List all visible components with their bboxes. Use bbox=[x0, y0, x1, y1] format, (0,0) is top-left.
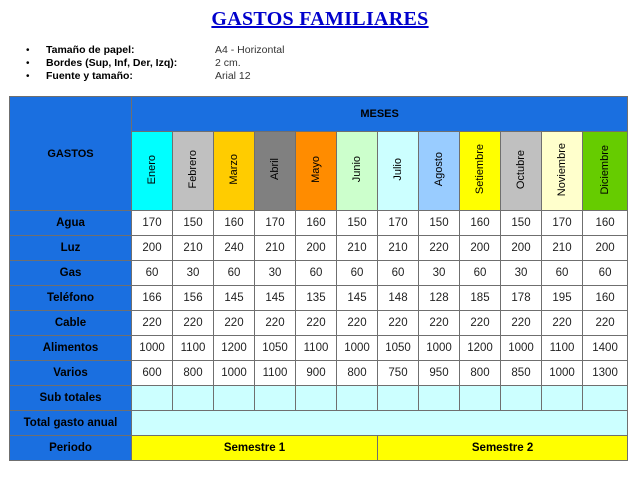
month-label: Julio bbox=[392, 158, 404, 181]
value-cell[interactable]: 150 bbox=[419, 211, 460, 236]
value-cell[interactable]: 1000 bbox=[419, 336, 460, 361]
value-cell[interactable]: 220 bbox=[583, 311, 628, 336]
row-label: Teléfono bbox=[10, 286, 132, 311]
subtotal-cell[interactable] bbox=[460, 386, 501, 411]
value-cell[interactable]: 210 bbox=[173, 236, 214, 261]
value-cell[interactable]: 220 bbox=[460, 311, 501, 336]
subtotal-cell[interactable] bbox=[214, 386, 255, 411]
row-label: Gas bbox=[10, 261, 132, 286]
value-cell[interactable]: 800 bbox=[460, 361, 501, 386]
spec-value: 2 cm. bbox=[215, 57, 241, 69]
value-cell[interactable]: 150 bbox=[337, 211, 378, 236]
value-cell[interactable]: 170 bbox=[255, 211, 296, 236]
month-header-marzo bbox=[214, 132, 255, 211]
value-cell[interactable]: 800 bbox=[173, 361, 214, 386]
value-cell[interactable]: 220 bbox=[501, 311, 542, 336]
row-label: Cable bbox=[10, 311, 132, 336]
value-cell[interactable]: 220 bbox=[214, 311, 255, 336]
row-label: Varios bbox=[10, 361, 132, 386]
value-cell[interactable]: 220 bbox=[173, 311, 214, 336]
subtotal-cell[interactable] bbox=[132, 386, 173, 411]
table-row bbox=[10, 261, 628, 286]
value-cell[interactable]: 1100 bbox=[542, 336, 583, 361]
month-label: Enero bbox=[146, 154, 158, 185]
value-cell[interactable]: 1000 bbox=[542, 361, 583, 386]
value-cell[interactable]: 60 bbox=[460, 261, 501, 286]
month-header-diciembre bbox=[583, 132, 628, 211]
value-cell[interactable]: 210 bbox=[337, 236, 378, 261]
month-header-mayo bbox=[296, 132, 337, 211]
value-cell[interactable]: 1300 bbox=[583, 361, 628, 386]
table-row bbox=[10, 211, 628, 236]
row-label: Luz bbox=[10, 236, 132, 261]
value-cell[interactable]: 1200 bbox=[214, 336, 255, 361]
total-label: Total gasto anual bbox=[10, 411, 132, 436]
month-header-noviembre bbox=[542, 132, 583, 211]
value-cell[interactable]: 240 bbox=[214, 236, 255, 261]
value-cell[interactable]: 60 bbox=[542, 261, 583, 286]
value-cell[interactable]: 148 bbox=[378, 286, 419, 311]
table-row bbox=[10, 336, 628, 361]
spec-value: A4 - Horizontal bbox=[215, 44, 285, 56]
value-cell[interactable]: 185 bbox=[460, 286, 501, 311]
value-cell[interactable]: 150 bbox=[173, 211, 214, 236]
value-cell[interactable]: 30 bbox=[255, 261, 296, 286]
month-label: Febrero bbox=[187, 150, 199, 189]
meses-header-cell: MESES bbox=[132, 97, 628, 132]
value-cell[interactable]: 150 bbox=[501, 211, 542, 236]
value-cell[interactable]: 220 bbox=[296, 311, 337, 336]
value-cell[interactable]: 145 bbox=[214, 286, 255, 311]
subtotal-cell[interactable] bbox=[255, 386, 296, 411]
spec-label: Fuente y tamaño: bbox=[46, 70, 133, 82]
value-cell[interactable]: 60 bbox=[583, 261, 628, 286]
value-cell[interactable]: 60 bbox=[296, 261, 337, 286]
value-cell[interactable]: 170 bbox=[542, 211, 583, 236]
value-cell[interactable]: 220 bbox=[378, 311, 419, 336]
month-label: Diciembre bbox=[599, 144, 612, 195]
value-cell[interactable]: 1000 bbox=[214, 361, 255, 386]
value-cell[interactable]: 60 bbox=[378, 261, 419, 286]
value-cell[interactable]: 800 bbox=[337, 361, 378, 386]
value-cell[interactable]: 178 bbox=[501, 286, 542, 311]
month-label: Mayo bbox=[310, 156, 322, 183]
expense-table bbox=[9, 96, 628, 461]
total-row bbox=[10, 411, 628, 436]
gastos-header-cell: GASTOS bbox=[10, 97, 132, 211]
value-cell[interactable]: 160 bbox=[583, 286, 628, 311]
value-cell[interactable]: 1100 bbox=[255, 361, 296, 386]
value-cell[interactable]: 200 bbox=[132, 236, 173, 261]
value-cell[interactable]: 1100 bbox=[173, 336, 214, 361]
spec-value: Arial 12 bbox=[215, 70, 251, 82]
value-cell[interactable]: 1000 bbox=[132, 336, 173, 361]
month-header-enero bbox=[132, 132, 173, 211]
spec-label: Bordes (Sup, Inf, Der, Izq): bbox=[46, 57, 178, 69]
value-cell[interactable]: 170 bbox=[132, 211, 173, 236]
subtotal-cell[interactable] bbox=[173, 386, 214, 411]
month-label: Setiembre bbox=[474, 144, 486, 195]
value-cell[interactable]: 200 bbox=[460, 236, 501, 261]
value-cell[interactable]: 1100 bbox=[296, 336, 337, 361]
value-cell[interactable]: 135 bbox=[296, 286, 337, 311]
total-cell[interactable] bbox=[132, 411, 628, 436]
value-cell[interactable]: 30 bbox=[173, 261, 214, 286]
subtotal-cell[interactable] bbox=[419, 386, 460, 411]
value-cell[interactable]: 750 bbox=[378, 361, 419, 386]
row-label: Alimentos bbox=[10, 336, 132, 361]
bullet-icon: • bbox=[26, 71, 30, 82]
subtotal-cell[interactable] bbox=[378, 386, 419, 411]
bullet-icon: • bbox=[26, 45, 30, 56]
value-cell[interactable]: 220 bbox=[542, 311, 583, 336]
value-cell[interactable]: 30 bbox=[419, 261, 460, 286]
month-label: Junio bbox=[351, 156, 363, 183]
month-label: Octubre bbox=[515, 149, 527, 190]
value-cell[interactable]: 156 bbox=[173, 286, 214, 311]
value-cell[interactable]: 220 bbox=[132, 311, 173, 336]
value-cell[interactable]: 1000 bbox=[337, 336, 378, 361]
value-cell[interactable]: 200 bbox=[583, 236, 628, 261]
value-cell[interactable]: 1000 bbox=[501, 336, 542, 361]
month-label: Marzo bbox=[228, 154, 240, 185]
value-cell[interactable]: 200 bbox=[501, 236, 542, 261]
semestre-2-cell: Semestre 2 bbox=[378, 436, 628, 461]
subtotal-cell[interactable] bbox=[501, 386, 542, 411]
value-cell[interactable]: 220 bbox=[419, 311, 460, 336]
value-cell[interactable]: 220 bbox=[419, 236, 460, 261]
table-row bbox=[10, 286, 628, 311]
value-cell[interactable]: 850 bbox=[501, 361, 542, 386]
month-header-abril bbox=[255, 132, 296, 211]
value-cell[interactable]: 170 bbox=[378, 211, 419, 236]
value-cell[interactable]: 60 bbox=[214, 261, 255, 286]
table-row bbox=[10, 361, 628, 386]
month-header-julio bbox=[378, 132, 419, 211]
value-cell[interactable]: 128 bbox=[419, 286, 460, 311]
value-cell[interactable]: 166 bbox=[132, 286, 173, 311]
periodo-label: Periodo bbox=[10, 436, 132, 461]
value-cell[interactable]: 220 bbox=[255, 311, 296, 336]
subtotal-cell[interactable] bbox=[542, 386, 583, 411]
value-cell[interactable]: 210 bbox=[378, 236, 419, 261]
month-label: Abril bbox=[269, 158, 281, 181]
value-cell[interactable]: 210 bbox=[255, 236, 296, 261]
value-cell[interactable]: 195 bbox=[542, 286, 583, 311]
value-cell[interactable]: 160 bbox=[460, 211, 501, 236]
month-label: Noviembre bbox=[556, 142, 568, 197]
value-cell[interactable]: 1200 bbox=[460, 336, 501, 361]
month-header-febrero bbox=[173, 132, 214, 211]
expense-sheet bbox=[9, 96, 628, 461]
value-cell[interactable]: 145 bbox=[337, 286, 378, 311]
value-cell[interactable]: 60 bbox=[337, 261, 378, 286]
value-cell[interactable]: 30 bbox=[501, 261, 542, 286]
subtotal-label: Sub totales bbox=[10, 386, 132, 411]
page-title: GASTOS FAMILIARES bbox=[211, 8, 429, 30]
value-cell[interactable]: 160 bbox=[296, 211, 337, 236]
subtotal-row bbox=[10, 386, 628, 411]
value-cell[interactable]: 220 bbox=[337, 311, 378, 336]
value-cell[interactable]: 600 bbox=[132, 361, 173, 386]
value-cell[interactable]: 1050 bbox=[378, 336, 419, 361]
value-cell[interactable]: 1400 bbox=[583, 336, 628, 361]
header-row bbox=[10, 97, 628, 132]
value-cell[interactable]: 210 bbox=[542, 236, 583, 261]
month-label: Agosto bbox=[433, 152, 445, 187]
value-cell[interactable]: 60 bbox=[132, 261, 173, 286]
value-cell[interactable]: 145 bbox=[255, 286, 296, 311]
subtotal-cell[interactable] bbox=[583, 386, 628, 411]
value-cell[interactable]: 200 bbox=[296, 236, 337, 261]
subtotal-cell[interactable] bbox=[296, 386, 337, 411]
value-cell[interactable]: 1050 bbox=[255, 336, 296, 361]
table-row bbox=[10, 311, 628, 336]
value-cell[interactable]: 900 bbox=[296, 361, 337, 386]
table-row bbox=[10, 236, 628, 261]
row-label: Agua bbox=[10, 211, 132, 236]
value-cell[interactable]: 950 bbox=[419, 361, 460, 386]
month-header-junio bbox=[337, 132, 378, 211]
subtotal-cell[interactable] bbox=[337, 386, 378, 411]
month-header-agosto bbox=[419, 132, 460, 211]
bullet-icon: • bbox=[26, 58, 30, 69]
semestre-1-cell: Semestre 1 bbox=[132, 436, 378, 461]
month-header-setiembre bbox=[460, 132, 501, 211]
month-header-octubre bbox=[501, 132, 542, 211]
spec-label: Tamaño de papel: bbox=[46, 44, 135, 56]
periodo-row bbox=[10, 436, 628, 461]
value-cell[interactable]: 160 bbox=[583, 211, 628, 236]
value-cell[interactable]: 160 bbox=[214, 211, 255, 236]
